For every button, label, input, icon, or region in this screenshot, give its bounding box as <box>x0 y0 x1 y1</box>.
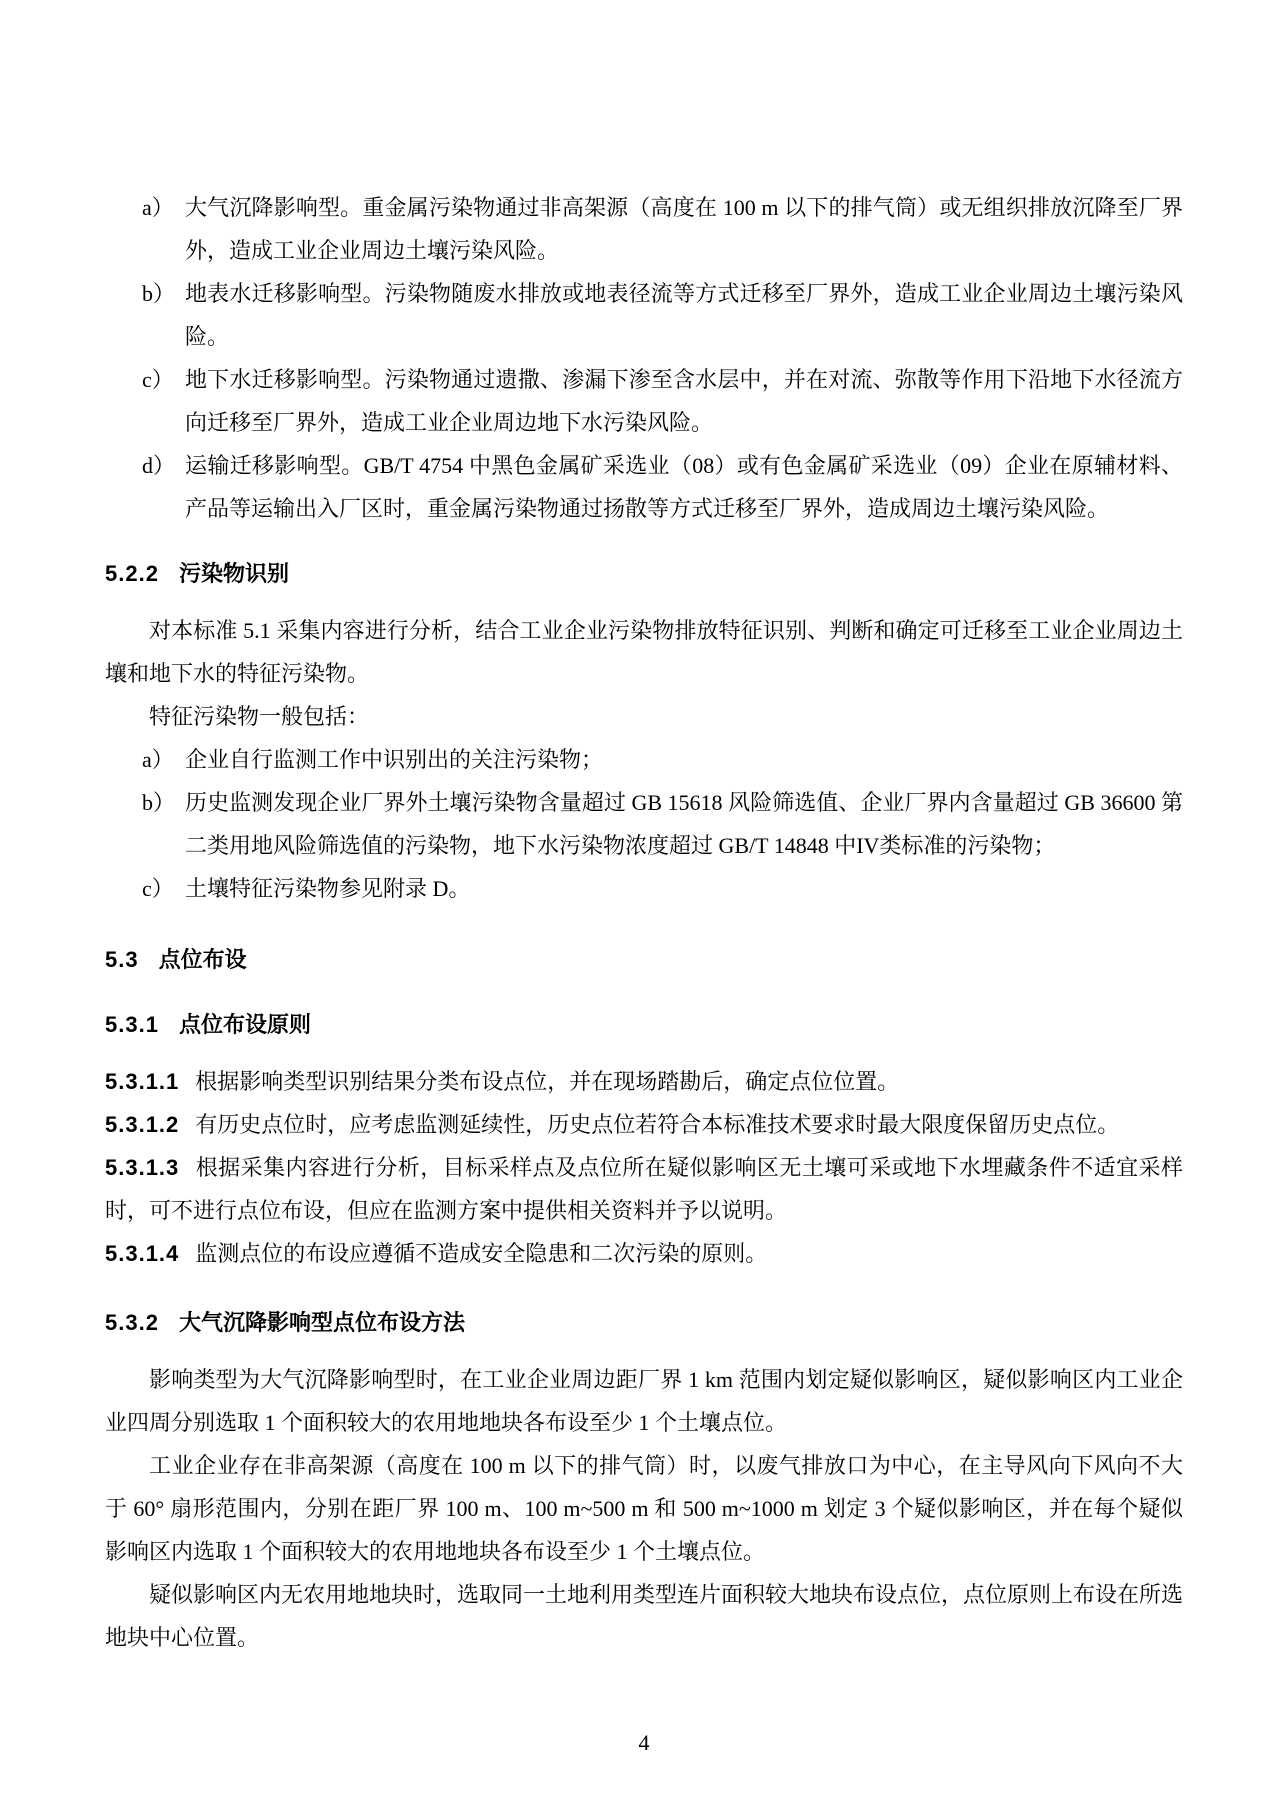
pollutant-item-b <box>105 781 1183 867</box>
list-text: 运输迁移影响型。GB/T 4754 中黑色金属矿采选业（08）或有色金属矿采选业（09）企业在原辅材料、产品等运输出入厂区时，重金属污染物通过扬散等方式迁移至厂界外，造成周边土壤污染风险。 <box>185 453 1183 521</box>
list-label: d） <box>142 453 176 478</box>
list-label: b） <box>142 281 176 306</box>
clause-number: 5.3.1.1 <box>105 1069 180 1094</box>
clause-5-3-1-1 <box>105 1060 1183 1103</box>
clause-text: 根据影响类型识别结果分类布设点位，并在现场踏勘后，确定点位位置。 <box>195 1069 900 1094</box>
clause-5-3-1-2 <box>105 1103 1183 1146</box>
section-number: 5.3 <box>105 947 139 972</box>
list-label: a） <box>142 747 174 772</box>
clause-text: 监测点位的布设应遵循不造成安全隐患和二次污染的原则。 <box>195 1241 768 1266</box>
clause-number: 5.3.1.4 <box>105 1241 180 1266</box>
list-label: c） <box>142 876 174 901</box>
pollutant-item-c <box>105 867 1183 910</box>
paragraph: 对本标准 5.1 采集内容进行分析，结合工业企业污染物排放特征识别、判断和确定可迁移至工业企业周边土壤和地下水的特征污染物。 <box>105 618 1183 686</box>
section-heading-5-2-2 <box>105 552 1183 595</box>
page-number: 4 <box>638 1730 650 1755</box>
clause-5-3-1-3 <box>105 1146 1183 1232</box>
impact-type-item-c <box>105 358 1183 444</box>
paragraph: 特征污染物一般包括： <box>149 704 370 729</box>
clause-number: 5.3.1.3 <box>105 1155 180 1180</box>
list-text: 大气沉降影响型。重金属污染物通过非高架源（高度在 100 m 以下的排气筒）或无组织排放沉降至厂界外，造成工业企业周边土壤污染风险。 <box>185 195 1183 263</box>
clause-text: 根据采集内容进行分析，目标采样点及点位所在疑似影响区无土壤可采或地下水埋藏条件不适宜采样时，可不进行点位布设，但应在监测方案中提供相关资料并予以说明。 <box>105 1155 1183 1223</box>
list-label: c） <box>142 367 174 392</box>
section-title: 污染物识别 <box>178 561 289 586</box>
section-title: 点位布设 <box>158 947 247 972</box>
list-text: 企业自行监测工作中识别出的关注污染物； <box>185 747 604 772</box>
paragraph: 疑似影响区内无农用地地块时，选取同一土地利用类型连片面积较大地块布设点位，点位原则上布设在所选地块中心位置。 <box>105 1582 1184 1650</box>
pollutant-item-a <box>105 738 1183 781</box>
impact-type-item-a <box>105 186 1183 272</box>
clause-text: 有历史点位时，应考虑监测延续性，历史点位若符合本标准技术要求时最大限度保留历史点位。 <box>195 1112 1120 1137</box>
page-content <box>105 186 1183 1659</box>
section-number: 5.3.1 <box>105 1012 159 1037</box>
list-text: 土壤特征污染物参见附录 D。 <box>185 876 471 901</box>
section-title: 大气沉降影响型点位布设方法 <box>178 1310 465 1335</box>
paragraph: 影响类型为大气沉降影响型时，在工业企业周边距厂界 1 km 范围内划定疑似影响区，疑似影响区内工业企业四周分别选取 1 个面积较大的农用地地块各布设至少 1 个土壤点位。 <box>105 1367 1183 1435</box>
list-label: a） <box>142 195 174 220</box>
impact-type-item-b <box>105 272 1183 358</box>
clause-5-3-1-4 <box>105 1232 1183 1275</box>
section-title: 点位布设原则 <box>178 1012 311 1037</box>
section-heading-5-3 <box>105 938 1183 981</box>
section-number: 5.3.2 <box>105 1310 159 1335</box>
impact-type-item-d <box>105 444 1183 530</box>
section-number: 5.2.2 <box>105 561 159 586</box>
clause-number: 5.3.1.2 <box>105 1112 180 1137</box>
section-heading-5-3-2 <box>105 1301 1183 1344</box>
list-text: 地表水迁移影响型。污染物随废水排放或地表径流等方式迁移至厂界外，造成工业企业周边土壤污染风险。 <box>185 281 1183 349</box>
list-text: 历史监测发现企业厂界外土壤污染物含量超过 GB 15618 风险筛选值、企业厂界内含量超过 GB 36600 第二类用地风险筛选值的污染物，地下水污染物浓度超过 GB/T 14848 中IV类标准的污染物； <box>185 790 1183 858</box>
paragraph: 工业企业存在非高架源（高度在 100 m 以下的排气筒）时，以废气排放口为中心，在主导风向下风向不大于 60° 扇形范围内，分别在距厂界 100 m、100 m~500 m 和 500 m~1000 m 划定 3 个疑似影响区，并在每个疑似影响区内选取 1 个面积较大的农用地地块各布设至少 1 个土壤点位。 <box>105 1453 1183 1564</box>
list-text: 地下水迁移影响型。污染物通过遗撒、渗漏下渗至含水层中，并在对流、弥散等作用下沿地下水径流方向迁移至厂界外，造成工业企业周边地下水污染风险。 <box>185 367 1183 435</box>
section-heading-5-3-1 <box>105 1003 1183 1046</box>
list-label: b） <box>142 790 176 815</box>
